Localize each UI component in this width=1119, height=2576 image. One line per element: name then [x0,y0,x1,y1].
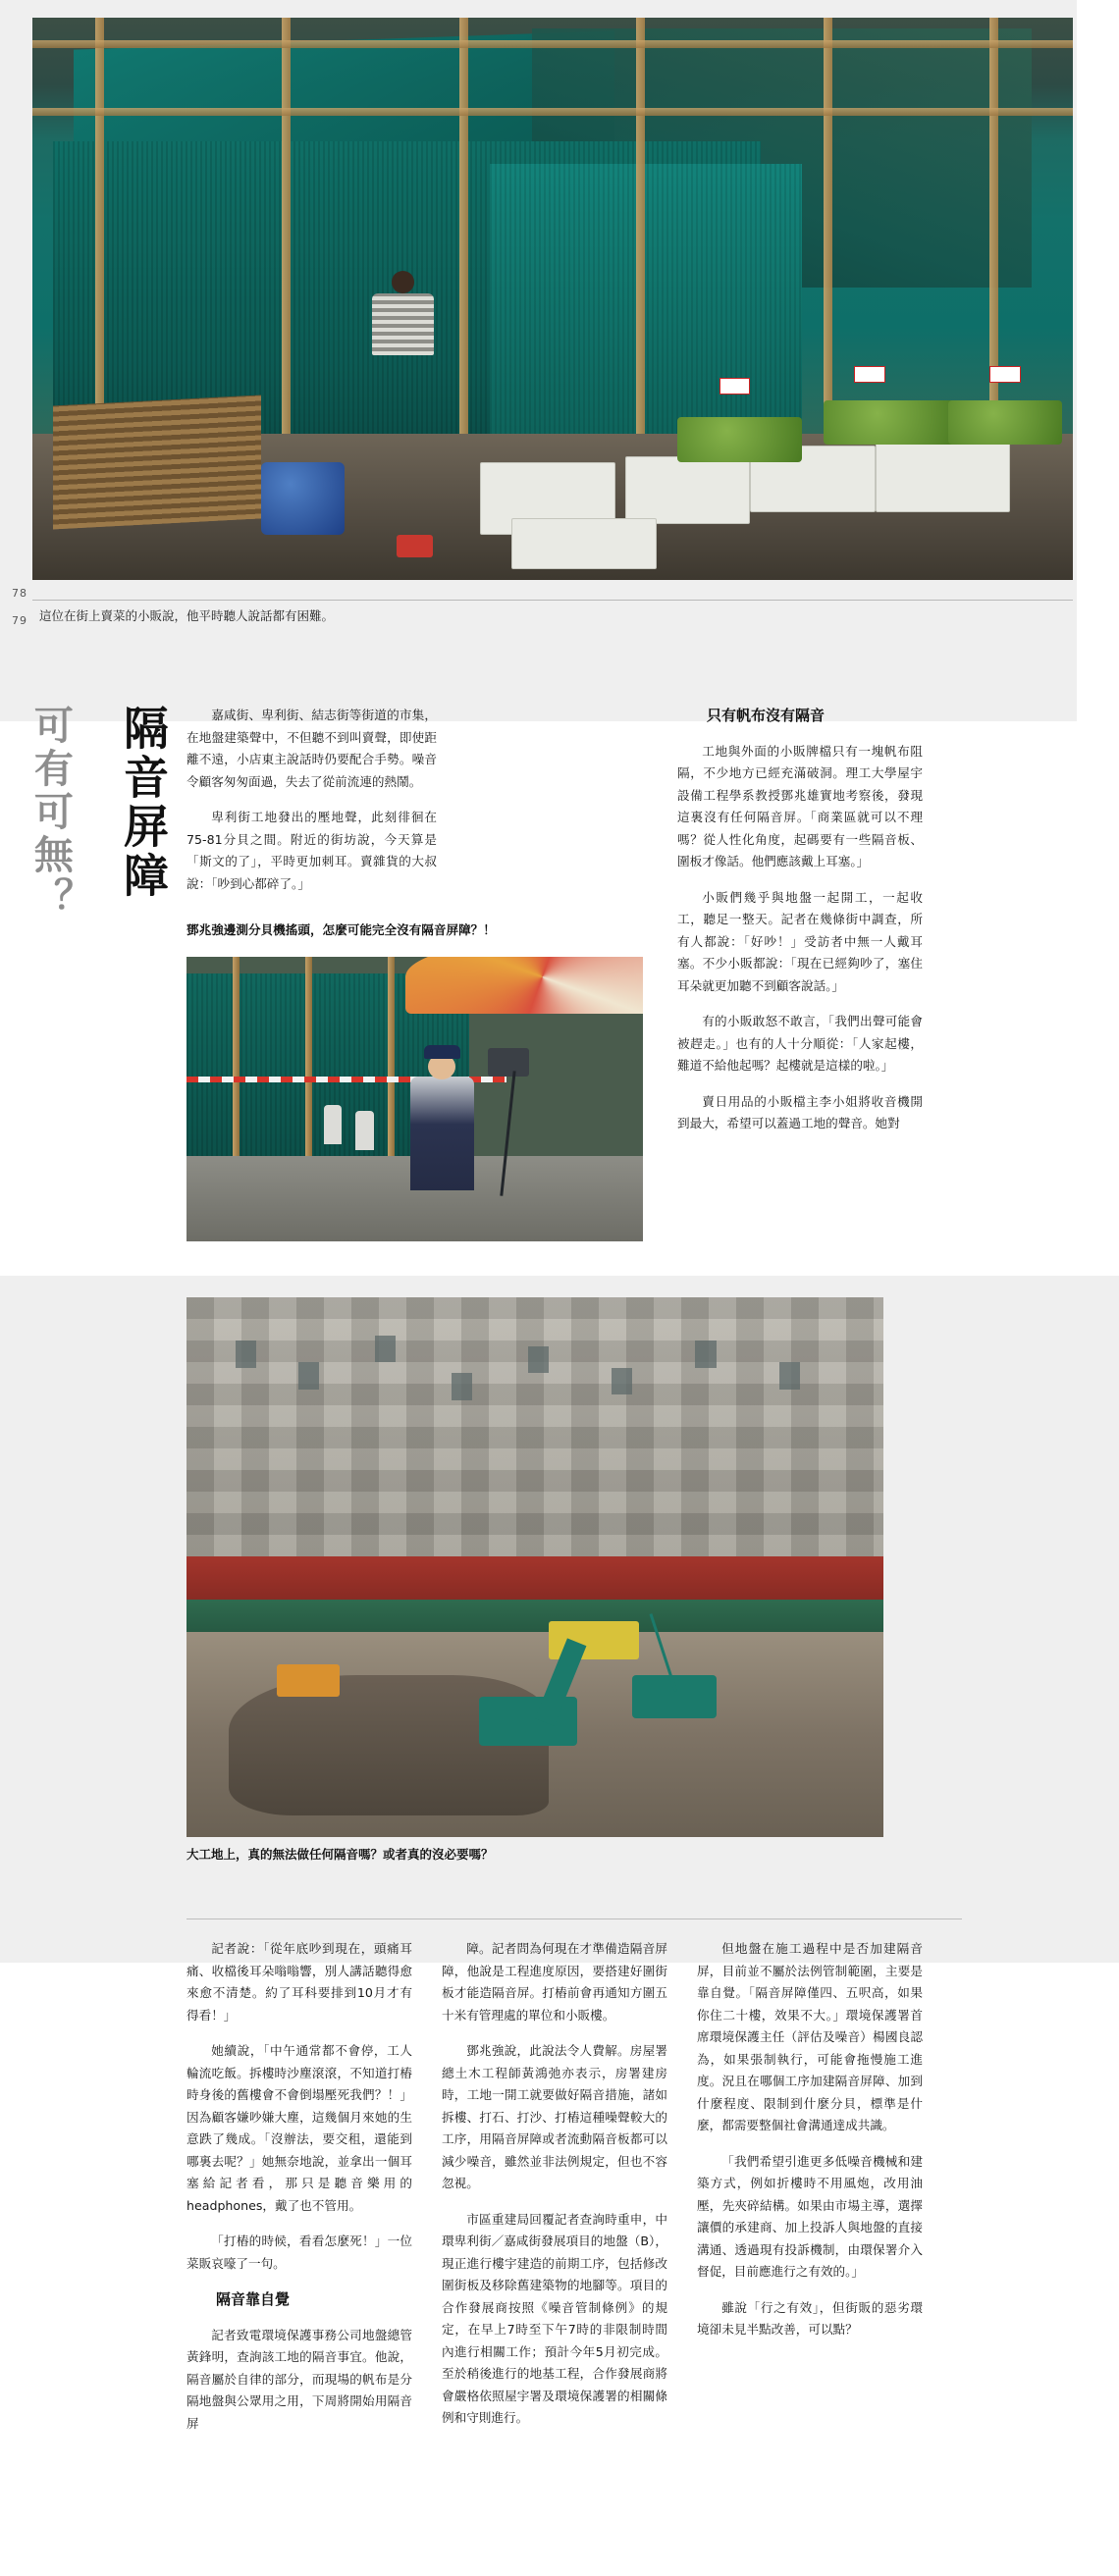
scaffold-mesh-right [490,164,802,456]
paragraph: 障。記者問為何現在才準備造隔音屏障，他說是工程進度原因，要搭建好圍街板才能造隔音屏。打樁前會再通知方圍五十米有管理處的單位和小販樓。 [442,1941,667,2023]
bamboo-pole [305,957,312,1179]
inspector-figure [410,1077,474,1190]
window [452,1373,472,1400]
paragraph: 工地與外面的小販牌檔只有一塊帆布阻隔，不少地方已經充滿破洞。理工大學屋宇設備工程學系教授鄧兆雄實地考察後，發現這裏沒有任何隔音屏。「商業區就可以不理嗎？從人性化角度，起碼要有一些隔音板、圍板才像話。他們應該戴上耳塞。」 [677,743,923,868]
headline-main: 隔音屏障 [117,705,170,901]
paragraph: 雖說「行之有效」，但街販的惡劣環境卻未見半點改善，可以點？ [697,2299,923,2337]
paragraph: 記者致電環境保護事務公司地盤總管黃鋒明，查詢該工地的隔音事宜。他說，隔音屬於自律的部分，而現場的帆布是分隔地盤與公眾用之用，下周將開始用隔音屏 [186,2327,412,2431]
wooden-pallets [53,394,261,529]
photo-noise-measurement [186,957,643,1241]
pull-quote: 鄧兆強邊測分貝機搖頭，怎麼可能完全沒有隔音屏障？！ [186,922,496,937]
paragraph: 鄧兆強說，此說法令人費解。房屋署總土木工程師黃鴻弛亦表示，房署建房時，工地一開工就要做好隔音措施，諸如拆樓、打石、打沙、打樁這種噪聲較大的工序，用隔音屏障或者流動隔音板都可以減少噪音，雖然並非法例規定，但也不容忽視。 [442,2043,667,2190]
photo-street-vendor [32,18,1073,580]
pedestrian [324,1105,343,1145]
paragraph: 小販們幾乎與地盤一起開工，一起收工，聽足一整天。記者在幾條街中調查，所有人都說：「好吵！」受訪者中無一人戴耳塞。不少小販都說：「現在已經夠吵了，塞住耳朵就更加聽不到顧客說話。」 [677,889,923,993]
paragraph: 賣日用品的小販檔主李小姐將收音機開到最大，希望可以蓋過工地的聲音。她對 [677,1093,923,1130]
vendor-head [392,271,414,293]
window [612,1368,632,1395]
window [298,1362,319,1390]
caption-site: 大工地上，真的無法做任何隔音嗎？或者真的沒必要嗎？ [186,1847,494,1862]
window [528,1346,549,1374]
bamboo-rail [32,108,1073,116]
paragraph: 有的小販敢怒不敢言，「我們出聲可能會被趕走。」也有的人十分順從：「人家起樓，難道不給他起嗎？起樓就是這樣的啦。」 [677,1014,923,1073]
window [236,1341,256,1368]
vegetable-pile [948,400,1063,446]
window [695,1341,716,1368]
article-column-3 [186,1938,412,2448]
paragraph: 「打樁的時候，看看怎麼死！」一位菜販哀嚎了一句。 [186,2234,412,2271]
paragraph: 嘉咸街、卑利街、結志街等街道的市集，在地盤建築聲中，不但聽不到叫賣聲，即使距離不遠，小店東主說話時仍要配合手勢。噪音令顧客匆匆面過，失去了從前流連的熱鬧。 [186,708,437,789]
styrofoam-box [876,440,1011,512]
folio-right: 79 [12,614,27,627]
price-tag [854,366,885,383]
vegetable-pile [677,417,802,462]
window [779,1362,800,1390]
orange-machine [277,1664,340,1697]
article-column-1 [186,705,437,909]
price-tag [989,366,1021,383]
folio-left: 78 [12,587,27,600]
vendor-figure [372,293,435,355]
styrofoam-box [625,456,750,524]
price-tag [719,378,751,394]
paragraph: 記者說：「從年底吵到現在，頭痛耳痛、收檔後耳朵嗡嗡響，別人講話聽得愈來愈不清楚。約了耳科要排到10月才有得看！」 [186,1941,412,2023]
red-stool [397,535,433,557]
headline [27,705,170,1048]
paragraph: 但地盤在施工過程中是否加建隔音屏，目前並不屬於法例管制範圍，主要是靠自覺。「隔音屏障僅四、五呎高，如果你住二十樓，效果不大。」環境保護署首席環境保護主任（評估及噪音）楊國良認為，如果張制執行，可能會拖慢施工進度。況且在哪個工序加建隔音屏障、加到什麼程度、限制到什麼分貝，標準是什麼，都需要整個社會溝通達成共識。 [697,1941,923,2132]
paragraph: 市區重建局回覆記者查詢時重申，中環卑利街／嘉咸街發展項目的地盤（B），現正進行樓宇建造的前期工序，包括修改圍街板及移除舊建築物的地腳等。項目的合作發展商按照《噪音管制條例》的規定，在早上7時至下午7時的非限制時間內進行相關工作；預計今年5月初完成。至於稍後進行的地基工程，合作發展商將會嚴格依照屋宇署及環境保護署的相關條例和守則進行。 [442,2211,667,2425]
section-heading: 只有帆布沒有隔音 [707,707,826,724]
article-column-4 [442,1938,667,2444]
paragraph: 「我們希望引進更多低噪音機械和建築方式，例如折樓時不用風炮，改用油壓，先夾碎結構。如果由市場主導，選擇讓價的承建商、加上投訴人與地盤的直接溝通、透過現有投訴機制，由環保署介入督促，目前應進行之有效的。」 [697,2153,923,2279]
headline-sub: 可有可無？ [27,705,75,920]
paragraph: 卑利街工地發出的壓地聲，此刻徘徊在75-81分貝之間。附近的街坊說，今天算是「斯文的了」，平時更加刺耳。賣雜貨的大叔說：「吵到心都碎了。」 [186,810,437,891]
inspector-cap [424,1045,460,1060]
caption-top: 這位在街上賣菜的小販說，他平時聽人說話都有困難。 [39,608,335,623]
vegetable-pile [824,400,959,446]
sound-level-meter [488,1048,529,1077]
section-heading: 隔音靠自覺 [216,2290,291,2308]
paragraph: 她續說，「中午通常都不會停，工人輪流吃飯。拆樓時沙塵滾滾，不知道打樁時身後的舊樓會不會倒塌壓死我們？！」因為顧客嫌吵嫌大塵，這幾個月來她的生意跌了幾成。「沒辦法，要交租，還能到哪裏去呢？」她無奈地說，並拿出一個耳塞給記者看，那只是聽音樂用的headphones，戴了也不管用。 [186,2043,412,2213]
market-umbrella [405,957,643,1014]
bamboo-rail [32,40,1073,48]
blue-barrel [261,462,345,535]
styrofoam-box [511,518,657,569]
tenement-buildings [186,1297,883,1578]
article-column-2 [677,705,923,1149]
bamboo-pole [388,957,395,1179]
article-column-5 [697,1938,923,2355]
photo-construction-site [186,1297,883,1837]
window [375,1336,396,1363]
pedestrian [355,1111,374,1151]
caption-rule-top [32,600,1073,601]
bamboo-pole [233,957,240,1179]
